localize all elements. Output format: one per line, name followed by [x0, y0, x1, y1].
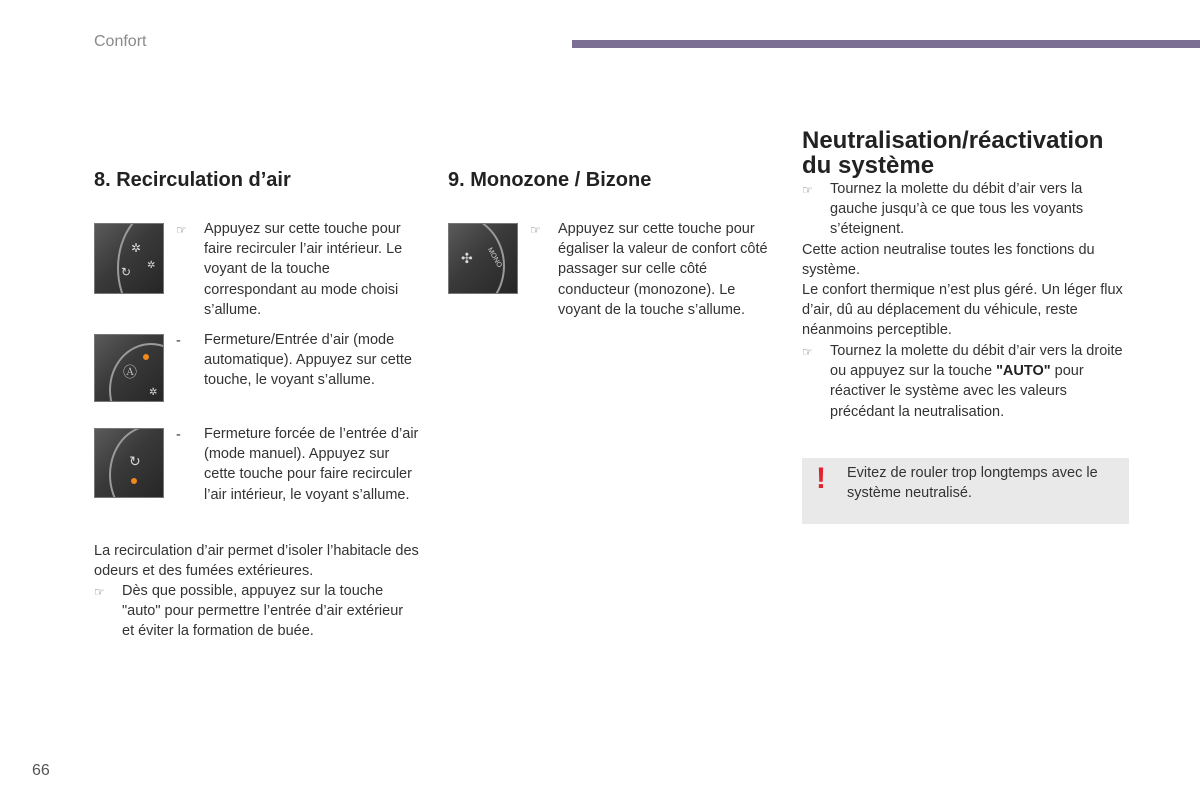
fan-icon: ✲ [131, 241, 142, 255]
auto-intake-text: Fermeture/Entrée d’air (mode automatique). Appuyez sur cette touche, le voyant s’allume. [204, 332, 412, 389]
deactivate-bullet-text: Tournez la molette du débit d’air vers la gauche jusqu’à ce que tous les voyants s’éteignent. [830, 181, 1084, 238]
manual-intake-button-image [94, 428, 164, 498]
fan-icon: ✣ [461, 250, 473, 266]
warning-icon: ! [816, 462, 826, 495]
auto-intake-button-image [94, 334, 164, 402]
reactivate-bullet [802, 341, 1127, 422]
fan-icon: ✲ [149, 387, 158, 398]
monozone-bullet [530, 219, 775, 320]
manual-intake-text: Fermeture forcée de l’entrée d’air (mode manuel). Appuyez sur cette touche pour faire recirculer l’air intérieur, le voyant s’allume. [204, 426, 419, 503]
orange-indicator-led [131, 478, 137, 484]
header-rule [572, 40, 1200, 48]
deactivate-bullet [802, 179, 1127, 240]
page-number: 66 [32, 762, 50, 779]
dash-bullet: - [176, 333, 181, 349]
pointer-bullet-icon: ☞ [802, 345, 813, 359]
monozone-button-image [448, 223, 518, 294]
neutralisation-heading: Neutralisation/réactivation du système [802, 127, 1104, 179]
small-fan-icon: ✲ [147, 260, 156, 271]
pointer-bullet-icon: ☞ [530, 223, 541, 237]
auto-advice-bullet [94, 581, 414, 642]
manual-intake-item [176, 424, 421, 505]
monozone-heading: 9. Monozone / Bizone [448, 169, 652, 191]
recirculation-paragraph: La recirculation d’air permet d’isoler l’habitacle des odeurs et des fumées extérieures. [94, 543, 419, 580]
orange-indicator-led [143, 354, 149, 360]
recirculation-bullet-text: Appuyez sur cette touche pour faire recirculer l’air intérieur. Le voyant de la touche correspondant au mode choisi s’allume. [204, 221, 403, 318]
warning-box [802, 458, 1129, 524]
recirculation-button-image [94, 223, 164, 294]
recirculation-icon: ↻ [129, 453, 141, 469]
pointer-bullet-icon: ☞ [176, 223, 187, 237]
neutralise-paragraph: Cette action neutralise toutes les fonctions du système. [802, 242, 1095, 279]
auto-key-label: "AUTO" [996, 363, 1051, 380]
mono-label: MONO [485, 246, 503, 269]
recirculation-bullet [176, 219, 421, 320]
recirculation-heading: 8. Recirculation d’air [94, 169, 291, 191]
dash-bullet: - [176, 427, 181, 443]
pointer-bullet-icon: ☞ [94, 585, 105, 599]
pointer-bullet-icon: ☞ [802, 183, 813, 197]
auto-advice-text: Dès que possible, appuyez sur la touche "auto" pour permettre l’entrée d’air extérieur et éviter la formation de buée. [122, 583, 404, 640]
monozone-bullet-text: Appuyez sur cette touche pour égaliser la valeur de confort côté passager sur celle côté conducteur (monozone). Le voyant de la touche s’allume. [558, 221, 768, 318]
recirculation-icon: ↻ [121, 265, 132, 279]
section-label: Confort [94, 33, 147, 50]
auto-intake-item [176, 330, 421, 391]
comfort-paragraph: Le confort thermique n’est plus géré. Un léger flux d’air, dû au déplacement du véhicule, reste néanmoins perceptible. [802, 282, 1123, 339]
auto-recirculation-icon: Ⓐ [123, 364, 137, 380]
reactivate-bullet-text: Tournez la molette du débit d’air vers la droite ou appuyez sur la touche "AUTO" pour réactiver le système avec les valeurs précédant la neutralisation. [830, 343, 1123, 420]
warning-text: Evitez de rouler trop longtemps avec le système neutralisé. [847, 465, 1098, 502]
